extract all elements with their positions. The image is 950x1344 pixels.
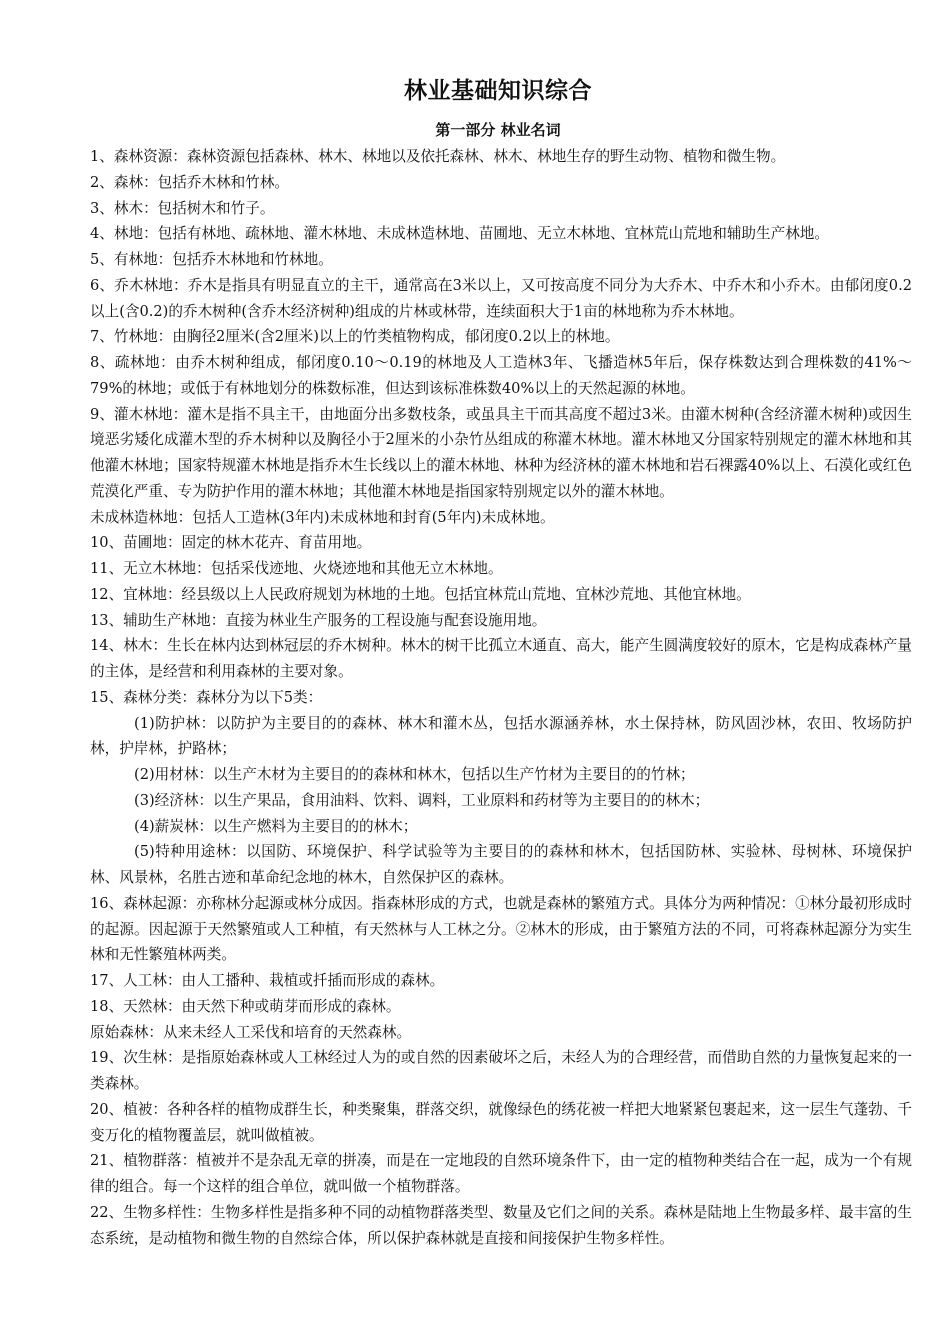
paragraph: 16、森林起源：亦称林分起源或林分成因。指森林形成的方式，也就是森林的繁殖方式。具体分为两种情况：①林分最初形成时的起源。因起源于天然繁殖或人工种植，有天然林与人工林之分。②林木的形成，由于繁殖方法的不同，可将森林起源分为实生林和无性繁殖林两类。 — [90, 894, 912, 964]
paragraph: 2、森林：包括乔木林和竹林。 — [90, 173, 290, 191]
list-item: (1)防护林：以防护为主要目的的森林、林木和灌木丛，包括水源涵养林，水土保持林，防风固沙林，农田、牧场防护林，护岸林，护路林； — [90, 714, 912, 758]
document-title: 林业基础知识综合 — [404, 78, 592, 104]
paragraph: 19、次生林：是指原始森林或人工林经过人为的或自然的因素破坏之后，未经人为的合理经营，而借助自然的力量恢复起来的一类森林。 — [90, 1049, 912, 1092]
paragraph: 未成林造林地：包括人工造林(3年内)未成林地和封育(5年内)未成林地。 — [90, 508, 555, 526]
document-body — [90, 144, 912, 1251]
paragraph: 10、苗圃地：固定的林木花卉、育苗用地。 — [90, 534, 372, 552]
list-item: (2)用材林：以生产木材为主要目的的森林和林木，包括以生产竹材为主要目的的竹林； — [134, 766, 695, 783]
paragraph: 4、林地：包括有林地、疏林地、灌木林地、未成林造林地、苗圃地、无立木林地、宜林荒山荒地和辅助生产林地。 — [90, 225, 829, 243]
list-item: (4)薪炭林：以生产燃料为主要目的的林木； — [134, 817, 418, 835]
paragraph: 9、灌木林地：灌木是指不具主干，由地面分出多数枝条，或虽具主干而其高度不超过3米。由灌木树种(含经济灌木树种)或因生境恶劣矮化成灌木型的乔木树种以及胸径小于2厘米的小杂竹丛组成的称灌木林地。灌木林地又分国家特别规定的灌木林地和其他灌木林地；国家特规灌木林地是指乔木生长线以上的灌木林地、林种为经济林的灌木林地和岩石裸露40%以上、石漠化或红色荒漠化严重、专为防护作用的灌木林地；其他灌木林地是指国家特别规定以外的灌木林地。 — [90, 405, 912, 500]
paragraph: 21、植物群落：植被并不是杂乱无章的拼凑，而是在一定地段的自然环境条件下，由一定的植物种类结合在一起，成为一个有规律的组合。每一个这样的组合单位，就叫做一个植物群落。 — [90, 1152, 912, 1195]
paragraph: 1、森林资源：森林资源包括森林、林木、林地以及依托森林、林木、林地生存的野生动物、植物和微生物。 — [90, 148, 786, 165]
paragraph: 17、人工林：由人工播种、栽植或扦插而形成的森林。 — [90, 972, 445, 989]
paragraph: 11、无立木林地：包括采伐迹地、火烧迹地和其他无立木林地。 — [90, 560, 503, 577]
paragraph: 12、宜林地：经县级以上人民政府规划为林地的土地。包括宜林荒山荒地、宜林沙荒地、其他宜林地。 — [90, 585, 751, 603]
paragraph: 6、乔木林地：乔木是指具有明显直立的主干，通常高在3米以上，又可按高度不同分为大乔木、中乔木和小乔木。由郁闭度0.2以上(含0.2)的乔木树种(含乔木经济树种)组成的片林或林带，连续面积大于1亩的林地称为乔木林地。 — [90, 276, 912, 320]
paragraph: 15、森林分类：森林分为以下5类： — [90, 688, 323, 706]
section-heading: 第一部分 林业名词 — [435, 121, 561, 139]
paragraph: 5、有林地：包括乔木林地和竹林地。 — [90, 251, 333, 268]
list-item: (5)特种用途林：以国防、环境保护、科学试验等为主要目的的森林和林木，包括国防林、实验林、母树林、环境保护林、风景林，名胜古迹和革命纪念地的林木，自然保护区的森林。 — [90, 843, 912, 886]
paragraph: 20、植被：各种各样的植物成群生长，种类聚集，群落交织，就像绿色的绣花被一样把大地紧紧包裹起来，这一层生气蓬勃、千变万化的植物覆盖层，就叫做植被。 — [90, 1100, 912, 1144]
paragraph: 8、疏林地：由乔木树种组成，郁闭度0.10～0.19的林地及人工造林3年、飞播造林5年后，保存株数达到合理株数的41%～79%的林地；或低于有林地划分的株数标准，但达到该标准株数40%以上的天然起源的林地。 — [90, 354, 912, 397]
paragraph: 18、天然林：由天然下种或萌芽而形成的森林。 — [90, 997, 401, 1015]
paragraph: 7、竹林地：由胸径2厘米(含2厘米)以上的竹类植物构成，郁闭度0.2以上的林地。 — [90, 328, 620, 346]
paragraph: 22、生物多样性：生物多样性是指多种不同的动植物群落类型、数量及它们之间的关系。森林是陆地上生物最多样、最丰富的生态系统，是动植物和微生物的自然综合体，所以保护森林就是直接和间接保护生物多样性。 — [90, 1203, 912, 1247]
list-item: (3)经济林：以生产果品，食用油料、饮料、调料，工业原料和药材等为主要目的的林木； — [134, 791, 710, 809]
paragraph: 13、辅助生产林地：直接为林业生产服务的工程设施与配套设施用地。 — [90, 611, 547, 629]
paragraph: 原始森林：从来未经人工采伐和培育的天然森林。 — [90, 1023, 412, 1041]
paragraph: 14、林木：生长在林内达到林冠层的乔木树种。林木的树干比孤立木通直、高大，能产生圆满度较好的原木，它是构成森林产量的主体，是经营和利用森林的主要对象。 — [90, 637, 912, 680]
paragraph: 3、林木：包括树木和竹子。 — [90, 199, 275, 217]
